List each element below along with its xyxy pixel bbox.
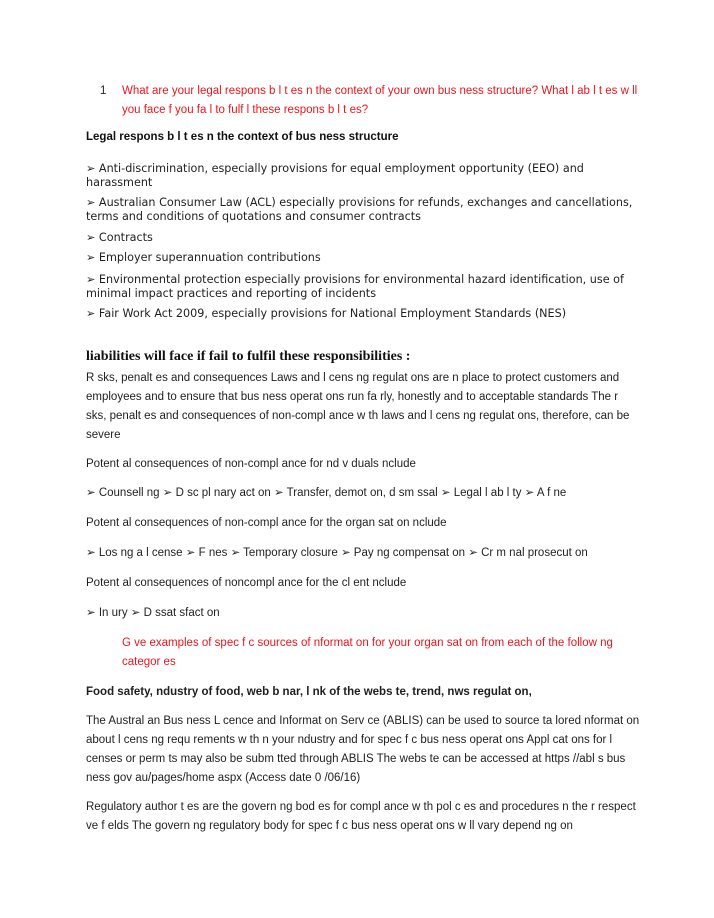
legal-list-item: ➢ Employer superannuation contributions <box>86 251 321 264</box>
legal-list-item: ➢ Anti-discrimination, especially provisions for equal employment opportunity (EEO) and harassment <box>86 162 584 189</box>
question-2: G ve examples of spec f c sources of nformat on for your organ sat on from each of the follow ng categor es <box>122 637 613 668</box>
sources-heading: Food safety, ndustry of food, web b nar, l nk of the webs te, trend, nws regulat on, <box>86 686 532 698</box>
individuals-intro: Potent al consequences of non-compl ance for nd v duals nclude <box>86 458 416 470</box>
question-number: 1 <box>100 85 107 97</box>
legal-list-item: ➢ Fair Work Act 2009, especially provisions for National Employment Standards (NES) <box>86 307 567 320</box>
legal-list-item: ➢ Environmental protection especially provisions for environmental hazard identification, use of minimal impact practices and reporting of incidents <box>86 273 624 300</box>
regulatory-paragraph: Regulatory author t es are the govern ng bod es for compl ance w th pol c es and procedures n the r respect ve f elds The govern ng regulatory body for spec f c bus ness operat ons w ll vary depend ng on <box>86 801 636 832</box>
ablis-paragraph: The Austral an Bus ness L cence and Informat on Serv ce (ABLIS) can be used to source ta lored nformat on about l cens ng requ rements w th n your ndustry and for spec f c bus ness operat ons Appl cat ons for l censes or perm ts may also be subm tted through ABLIS The webs te can be accessed at https //abl s bus ness gov au/pages/home aspx (Access date 0 /06/16) <box>86 715 640 784</box>
client-list: ➢ In ury ➢ D ssat sfact on <box>86 607 220 619</box>
legal-list-item: ➢ Australian Consumer Law (ACL) especially provisions for refunds, exchanges and cancellations, terms and conditions of quotations and consumer contracts <box>86 196 633 223</box>
organisation-intro: Potent al consequences of non-compl ance for the organ sat on nclude <box>86 517 447 529</box>
organisation-list: ➢ Los ng a l cense ➢ F nes ➢ Temporary closure ➢ Pay ng compensat on ➢ Cr m nal prosecut on <box>86 547 588 559</box>
legal-heading: Legal respons b l t es n the context of bus ness structure <box>86 131 399 143</box>
legal-list-item: ➢ Contracts <box>86 231 153 244</box>
individuals-list: ➢ Counsell ng ➢ D sc pl nary act on ➢ Transfer, demot on, d sm ssal ➢ Legal l ab l ty ➢ A f ne <box>86 487 567 499</box>
client-intro: Potent al consequences of noncompl ance for the cl ent nclude <box>86 577 407 589</box>
risks-paragraph: R sks, penalt es and consequences Laws and l cens ng regulat ons are n place to protect customers and employees and to ensure that bus ness operat ons run fa rly, honestly and to acceptable standards The r sks, penalt es and consequences of non-compl ance w th laws and l cens ng regulat ons, therefore, can be severe <box>86 372 630 441</box>
question-text: What are your legal respons b l t es n the context of your own bus ness structure? What l ab l t es w ll you face f you fa l to fulf l these respons b l t es? <box>122 85 638 116</box>
liabilities-heading: liabilities will face if fail to fulfil these responsibilities : <box>86 349 411 364</box>
